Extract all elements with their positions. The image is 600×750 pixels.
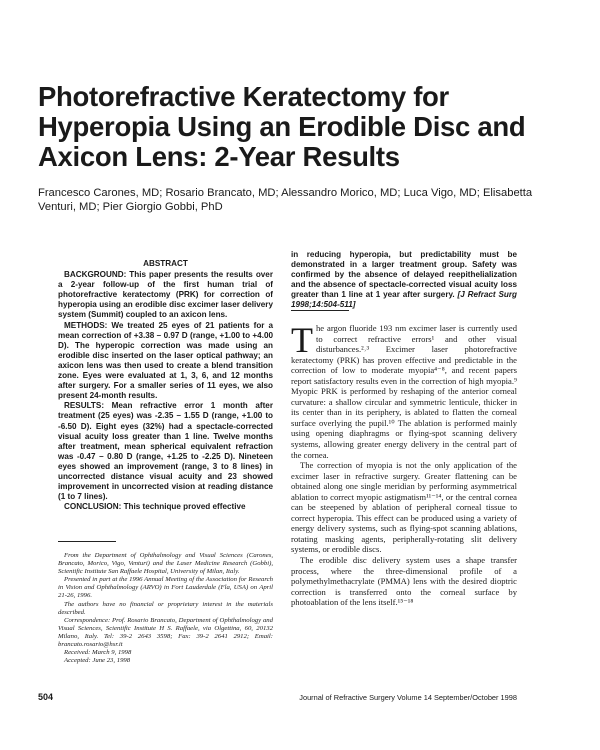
body-paragraph-2: The correction of myopia is not the only application of the excimer laser in refractive surgery. Greater flattening can be obtained along one single meridian by performing asymmetrical ablation to correct myopic astigmatism¹¹⁻¹⁴, or the central cornea can be steepened by ablation of peripheral corneal tissue to correct hyperopia. This effect can be produced using a variety of energy delivery systems, such as flying-spot scanning ablations, rotating masking agents, peripherally-rotating slit delivery systems, or erodible discs. — [291, 460, 517, 555]
body-paragraph-3: The erodible disc delivery system uses a shape transfer process, where the three-dimensional profile of a polymethylmethacrylate (PMMA) lens with the desired dioptric correction is transferred onto the corneal surface by photoablation of the lens itself.¹⁵⁻¹⁸ — [291, 555, 517, 608]
abstract-conclusion-end: in reducing hyperopia, but predictability must be demonstrated in a larger treatment group. Safety was confirmed by the absence of delayed reepithelialization and the absence of spectacle-corrected visual acuity loss greater than 1 line at 1 year after surgery. — [291, 250, 517, 300]
abstract-methods: METHODS: We treated 25 eyes of 21 patients for a mean correction of +3.38 – 0.97 D (range, +1.00 to +4.00 D). The hyperopic correction was made using an erodible disc inserted on the laser optical pathway; an axicon lens was then used to create a blend transition zone. Eyes were evaluated at 1, 3, 6, and 12 months after surgery. For a smaller series of 11 eyes, we also present 24-month results. — [58, 320, 273, 401]
article-title: Photorefractive Keratectomy for Hyperopia Using an Erodible Disc and Axicon Lens: 2-Year Results — [38, 81, 526, 172]
abstract-results: RESULTS: Mean refractive error 1 month after treatment (25 eyes) was -2.35 – 1.55 D (range, +1.00 to -6.50 D). Eight eyes (32%) had a spectacle-corrected visual acuity loss greater than 1 line. Twelve months after treatment, mean spherical equivalent refraction was -0.47 – 0.80 D (range, +1.25 to -2.25 D). Nineteen eyes showed an improvement (range, 3 to 8 lines) in uncorrected distance visual acuity and 23 showed improvement in uncorrected vision at reading distance (1 to 7 lines). — [58, 401, 273, 502]
footnote-presentation: Presented in part at the 1996 Annual Meeting of the Association for Research in Vision and Ophthalmology (ARVO) in Fort Lauderdale (Fla, USA) on April 21-26, 1996. — [58, 576, 273, 600]
abstract — [58, 259, 273, 512]
body-paragraph-1 — [291, 320, 517, 460]
journal-citation: [J Refract Surg 1998;14:504-511] — [291, 290, 518, 310]
footnotes — [58, 552, 273, 665]
footnote-divider — [58, 541, 116, 542]
body-text — [291, 320, 517, 608]
abstract-heading: ABSTRACT — [143, 259, 188, 268]
drop-cap: T — [291, 320, 313, 360]
abstract-conclusion-start: CONCLUSION: This technique proved effective — [64, 502, 246, 512]
author-list: Francesco Carones, MD; Rosario Brancato, MD; Alessandro Morico, MD; Luca Vigo, MD; Elisabetta Venturi, MD; Pier Giorgio Gobbi, PhD — [38, 187, 533, 213]
footnote-received: Received: March 9, 1998 — [64, 649, 132, 657]
abstract-divider — [291, 310, 349, 311]
journal-footer: Journal of Refractive Surgery Volume 14 September/October 1998 — [299, 693, 517, 702]
footnote-disclosure: The authors have no financial or proprietary interest in the materials described. — [58, 600, 273, 616]
footnote-accepted: Accepted: June 23, 1998 — [64, 657, 131, 665]
page-number: 504 — [38, 692, 54, 702]
footnote-affiliation: From the Department of Ophthalmology and Visual Sciences (Carones, Brancato, Morico, Vigo, Venturi) and the Laser Medicine Research (Gobbi), Scientific Institute San Raffaele Hospital, University of Milan, Italy. — [58, 552, 273, 576]
footnote-correspondence: Correspondence: Prof. Rosario Brancato, Department of Ophthalmology and Visual Sciences, Scientific Institute H S. Raffaele, via Olgettina, 60, 20132 Milano, Italy. Tel: 39-2 2643 3598; Fax: 39-2 2641 2912; Email: brancato.rosario@hsr.it — [58, 616, 273, 649]
abstract-background: BACKGROUND: This paper presents the results over a 2-year follow-up of the first human trial of photorefractive keratectomy (PRK) for correction of hyperopia using an erodible disc excimer laser delivery system (Summit) coupled to an axicon lens. — [58, 270, 273, 320]
abstract-continued — [291, 250, 517, 311]
body-paragraph-1-text: he argon fluoride 193 nm excimer laser is currently used to correct refractive errors¹ and other visual disturbances.²˒³ Excimer laser photorefractive keratectomy (PRK) has proven effective and predictable in the correction of low to moderate myopia⁴⁻⁸, and recent papers report satisfactory results even in the correction of high myopia.⁹ Myopic PRK is performed by reshaping of the anterior corneal curvature: a shallow circular and symmetric lenticule, thicker in its center than in its periphery, is ablated to flatten the corneal surface overlying the pupil.¹⁰ The ablation is performed mainly using opening diaphragms or flying-spot scanning delivery systems, allowing greater energy delivery in the central part of the cornea. — [291, 323, 517, 460]
